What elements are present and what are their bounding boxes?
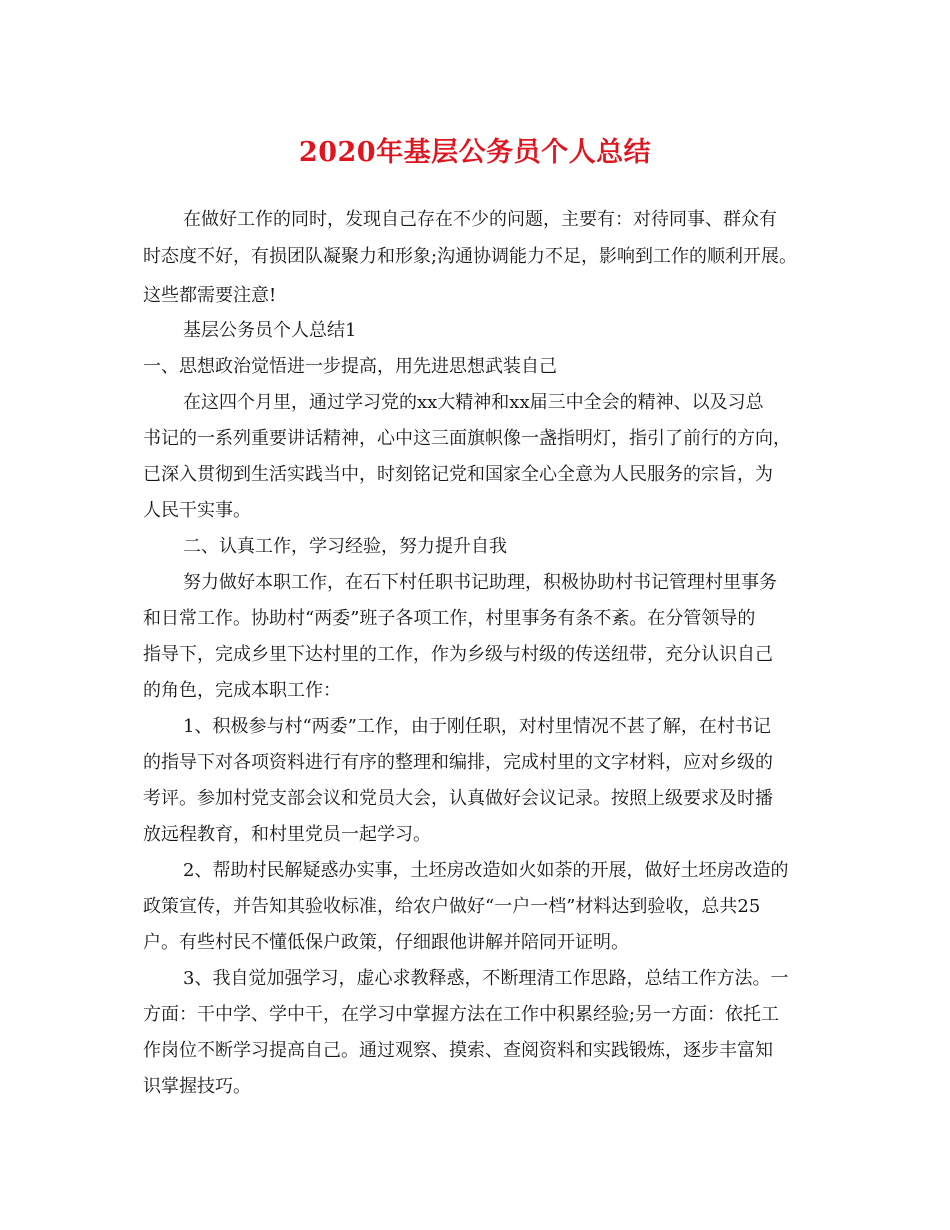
paragraph-line: 在做好工作的同时，发现自己存在不少的问题，主要有：对待同事、群众有	[183, 209, 777, 230]
paragraph-line: 指导下，完成乡里下达村里的工作，作为乡级与村级的传送纽带，充分认识自己	[143, 644, 773, 665]
list-item-line: 作岗位不断学习提高自己。通过观察、摸索、查阅资料和实践锻炼，逐步丰富知	[143, 1040, 773, 1061]
list-item-line: 2、帮助村民解疑惑办实事，土坯房改造如火如荼的开展，做好土坯房改造的	[183, 860, 789, 881]
document-title: 2020年基层公务员个人总结	[298, 137, 652, 168]
list-item-line: 3、我自觉加强学习，虚心求教释惑，不断理清工作思路，总结工作方法。一	[183, 968, 789, 989]
paragraph-line: 人民干实事。	[143, 500, 251, 521]
list-item-line: 识掌握技巧。	[143, 1076, 251, 1097]
paragraph-line: 的角色，完成本职工作：	[143, 680, 341, 701]
list-item-line: 放远程教育，和村里党员一起学习。	[143, 824, 431, 845]
paragraph-line: 书记的一系列重要讲话精神，心中这三面旗帜像一盏指明灯，指引了前行的方向，	[143, 428, 791, 449]
paragraph-line: 时态度不好，有损团队凝聚力和形象;沟通协调能力不足，影响到工作的顺利开展。	[143, 246, 798, 267]
list-item-line: 的指导下对各项资料进行有序的整理和编排，完成村里的文字材料，应对乡级的	[143, 752, 773, 773]
list-item-line: 1、积极参与村“两委”工作，由于刚任职，对村里情况不甚了解，在村书记	[183, 716, 771, 737]
section-heading: 基层公务员个人总结1	[183, 320, 357, 341]
paragraph-line: 已深入贯彻到生活实践当中，时刻铭记党和国家全心全意为人民服务的宗旨，为	[143, 464, 773, 485]
list-item-line: 户。有些村民不懂低保户政策，仔细跟他讲解并陪同开证明。	[143, 932, 629, 953]
section-heading: 一、思想政治觉悟进一步提高，用先进思想武装自己	[143, 356, 557, 377]
list-item-line: 方面：干中学、学中干，在学习中掌握方法在工作中积累经验;另一方面：依托工	[143, 1004, 780, 1025]
list-item-line: 政策宣传，并告知其验收标准，给农户做好“一户一档”材料达到验收，总共25	[143, 896, 761, 917]
paragraph-line: 在这四个月里，通过学习党的xx大精神和xx届三中全会的精神、以及习总	[183, 392, 764, 413]
paragraph-line: 和日常工作。协助村“两委”班子各项工作，村里事务有条不紊。在分管领导的	[143, 608, 756, 629]
paragraph-line: 努力做好本职工作，在石下村任职书记助理，积极协助村书记管理村里事务	[183, 572, 777, 593]
list-item-line: 考评。参加村党支部会议和党员大会，认真做好会议记录。按照上级要求及时播	[143, 788, 773, 809]
section-heading: 二、认真工作，学习经验，努力提升自我	[183, 536, 507, 557]
paragraph-line: 这些都需要注意!	[143, 285, 277, 306]
